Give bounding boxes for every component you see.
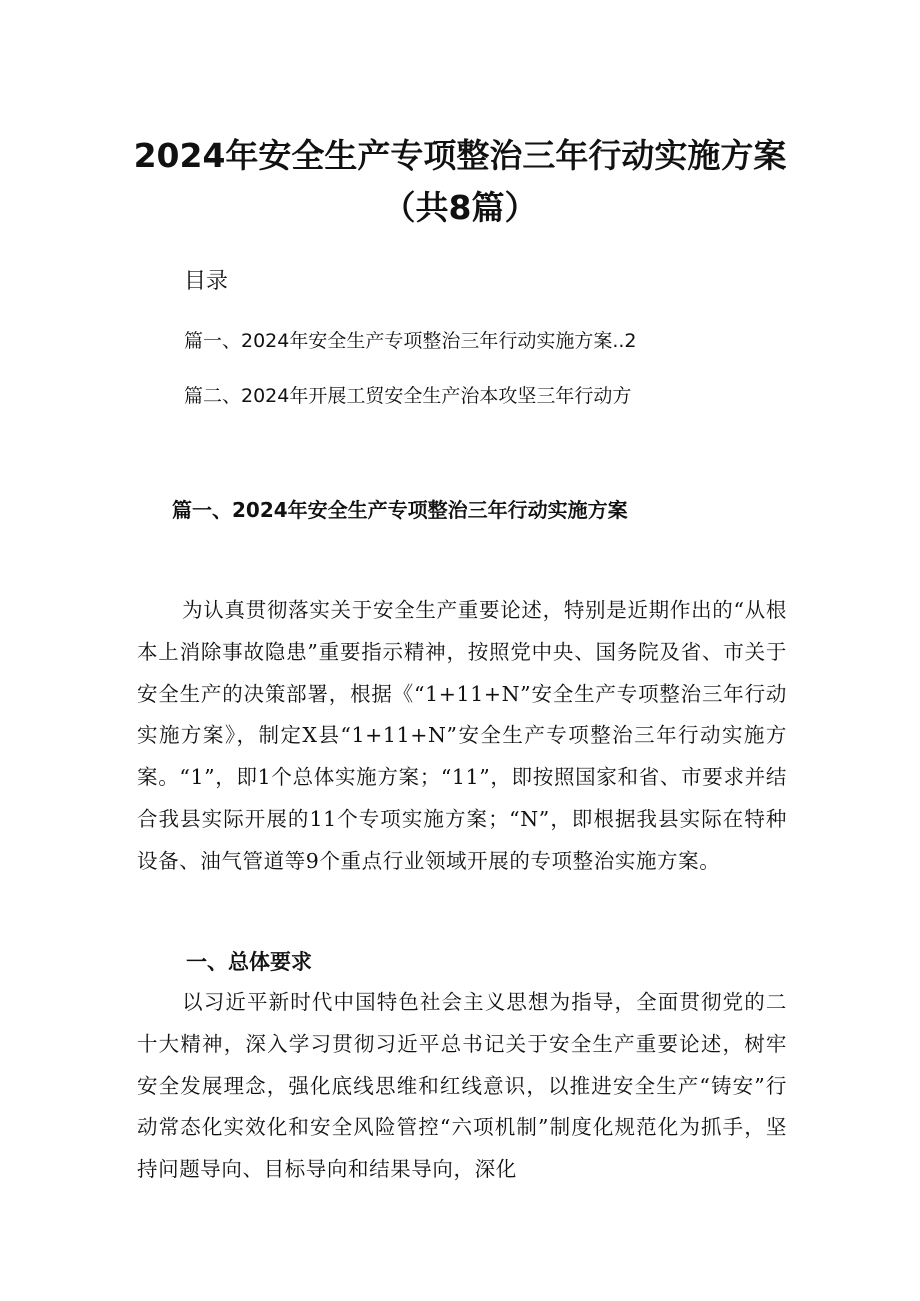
body-paragraph-1: 为认真贯彻落实关于安全生产重要论述，特别是近期作出的“从根本上消除事故隐患”重要指示精神，按照党中央、国务院及省、市关于安全生产的决策部署，根据《“1+11+N”安全生产专项整治三年行动实施方案》，制定X县“1+11+N”安全生产专项整治三年行动实施方案。“1”，即1个总体实施方案；“11”，即按照国家和省、市要求并结合我县实际开展的11个专项实施方案；“N”，即根据我县实际在特种设备、油气管道等9个重点行业领域开展的专项整治实施方案。 [137,598,787,873]
subheading-general-requirements: 一、总体要求 [186,950,312,974]
body-paragraph-2: 以习近平新时代中国特色社会主义思想为指导，全面贯彻党的二十大精神，深入学习贯彻习近平总书记关于安全生产重要论述，树牢安全发展理念，强化底线思维和红线意识，以推进安全生产“铸安”行动常态化实效化和安全风险管控“六项机制”制度化规范化为抓手，坚持问题导向、目标导向和结果导向，深化 [137,990,787,1182]
document-title: 2024年安全生产专项整治三年行动实施方案（共8篇） [133,136,787,227]
section-heading: 篇一、2024年安全生产专项整治三年行动实施方案 [172,498,628,522]
toc-item-1[interactable]: 篇一、2024年安全生产专项整治三年行动实施方案..2 [184,330,637,352]
toc-heading: 目录 [184,269,229,294]
toc-item-2[interactable]: 篇二、2024年开展工贸安全生产治本攻坚三年行动方 [184,385,632,407]
